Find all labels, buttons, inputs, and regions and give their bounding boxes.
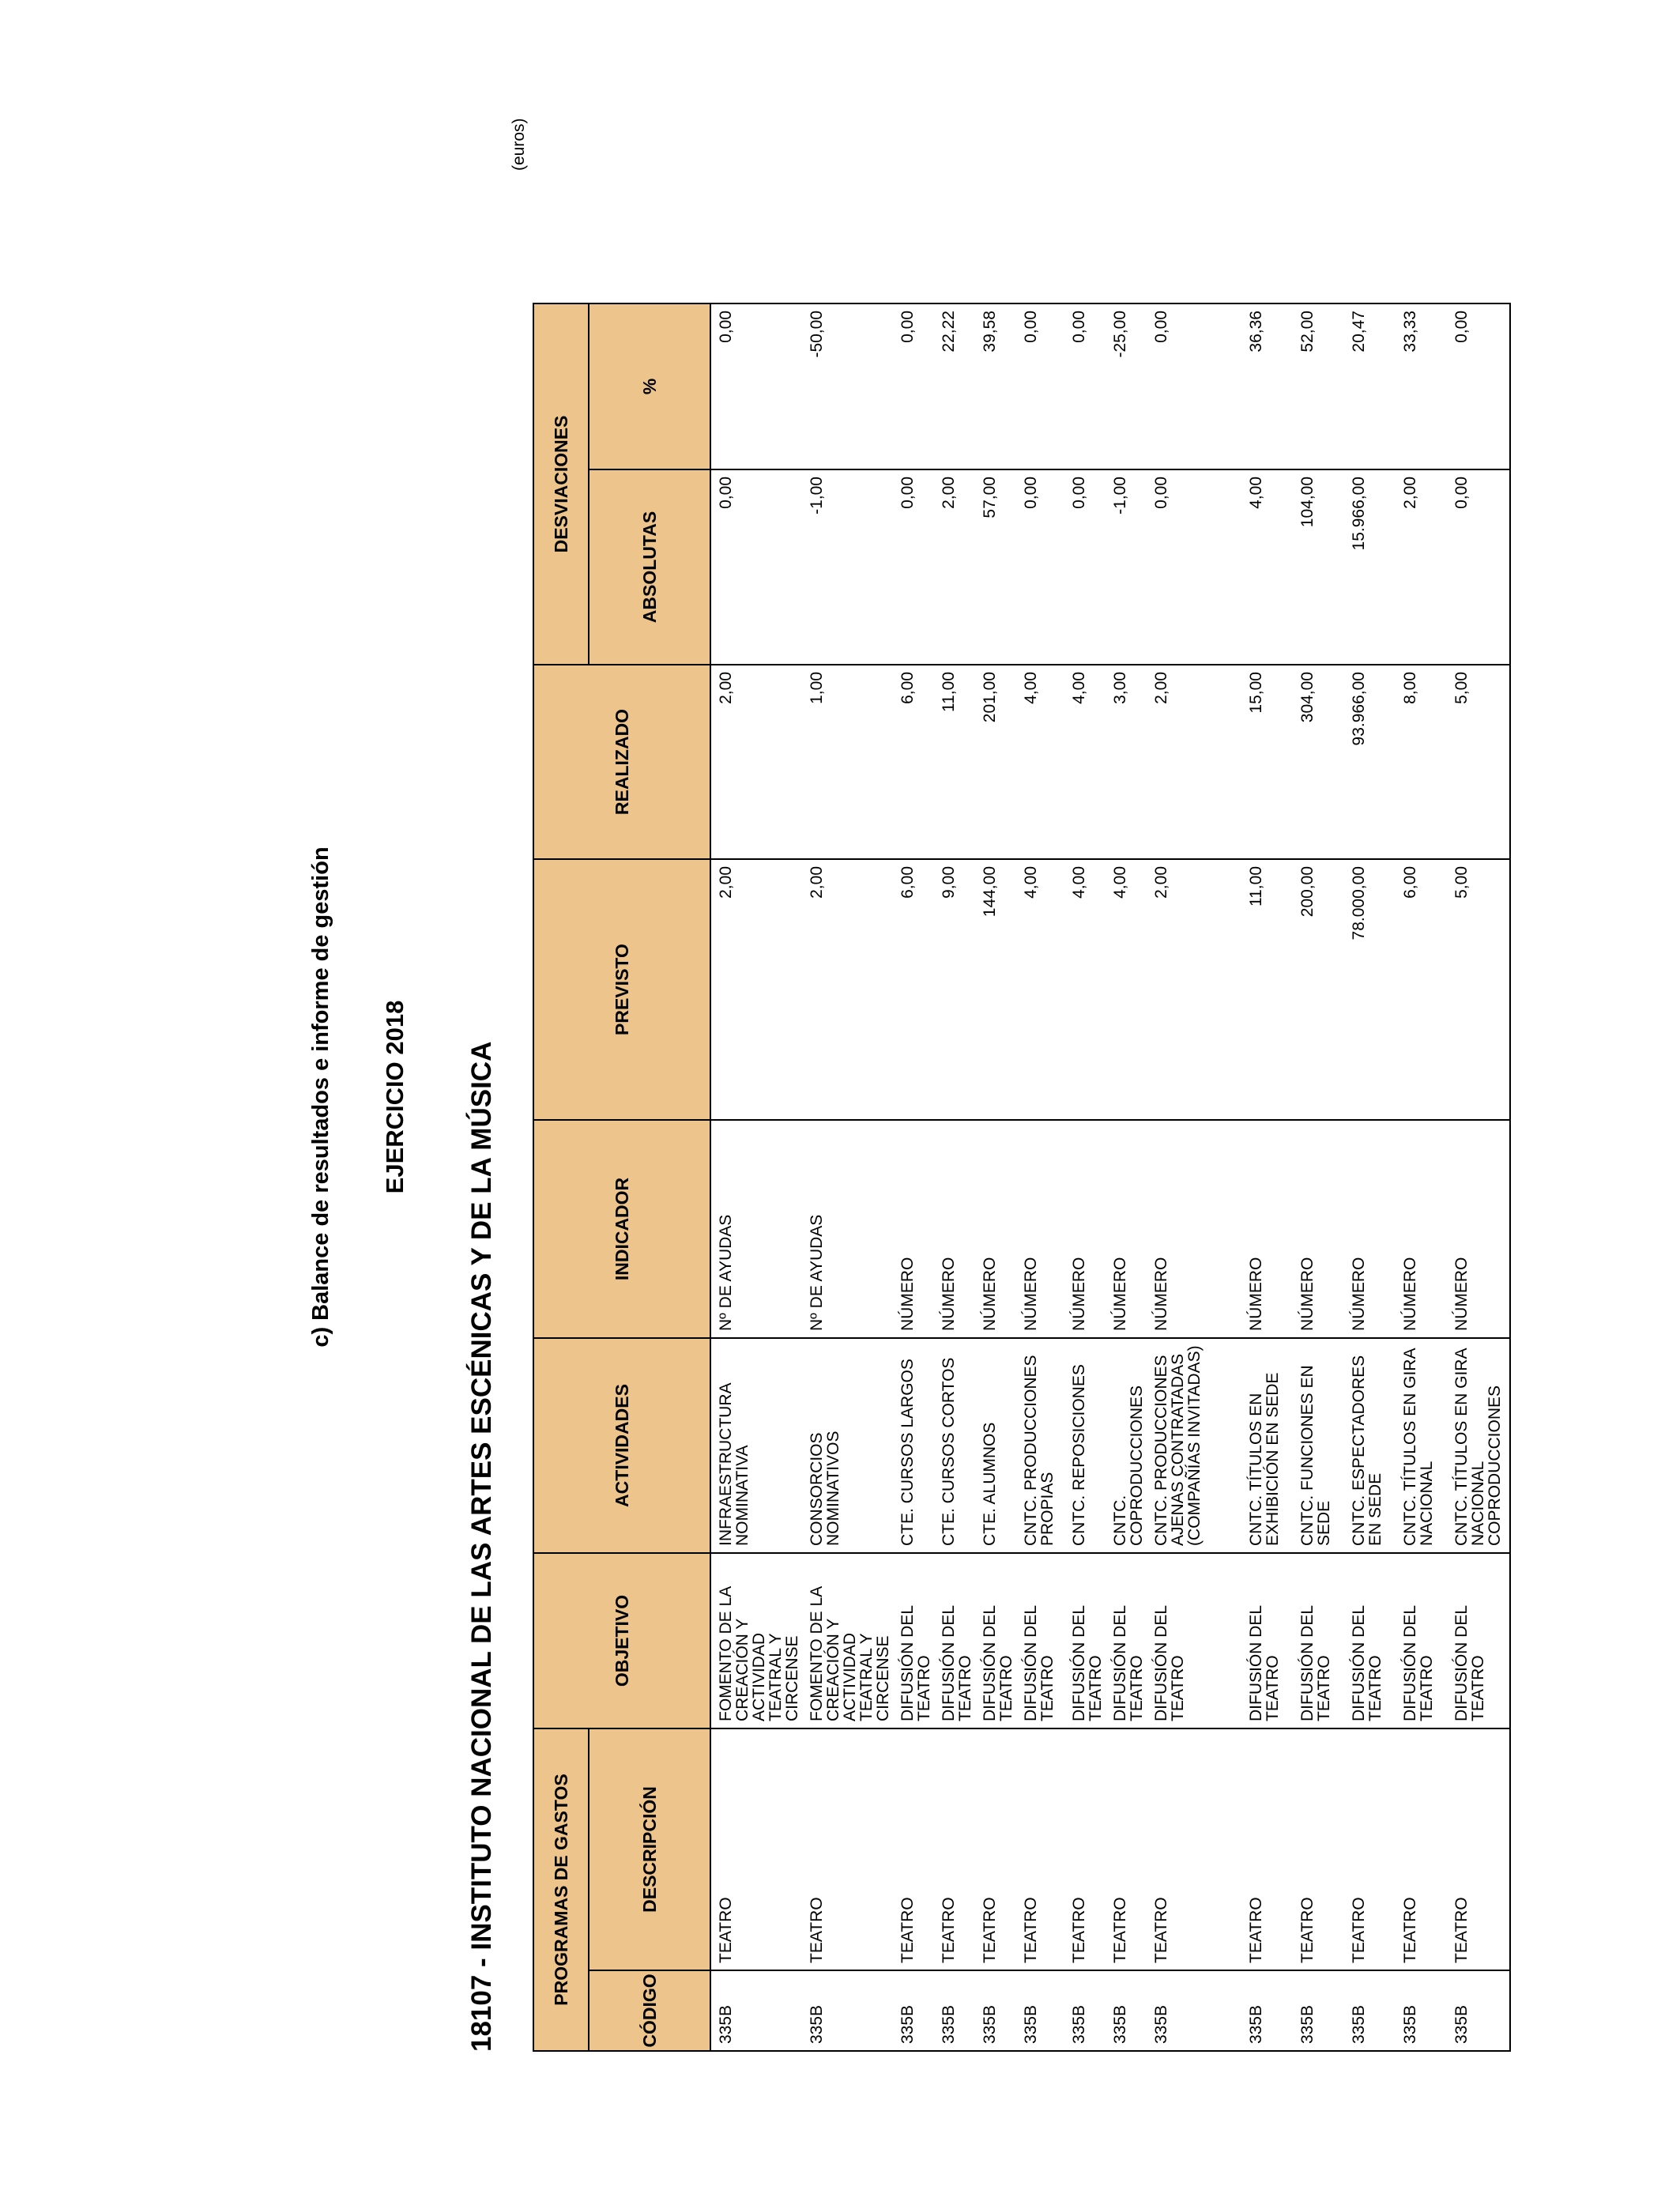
cell-absolutas: 0,00 — [710, 469, 804, 665]
cell-indicador: Nº DE AYUDAS — [710, 1120, 804, 1338]
section-subtitle: c) Balance de resultados e informe de gestión — [308, 846, 333, 1348]
table-body — [710, 303, 1510, 2051]
cell-porcentaje: 36,36 — [1243, 303, 1294, 469]
cell-actividades: CONSORCIOS NOMINATIVOS — [804, 1338, 895, 1553]
cell-previsto: 4,00 — [1018, 859, 1066, 1120]
table-row — [804, 303, 895, 2051]
cell-objetivo: DIFUSIÓN DEL TEATRO — [936, 1553, 977, 1728]
cell-realizado: 201,00 — [977, 665, 1018, 859]
table-row — [1066, 303, 1107, 2051]
col-header-realizado: REALIZADO — [533, 665, 710, 859]
cell-realizado: 5,00 — [1448, 665, 1510, 859]
cell-realizado: 15,00 — [1243, 665, 1294, 859]
col-header-descripcion: DESCRIPCIÓN — [589, 1728, 710, 1970]
cell-actividades: CNTC. TÍTULOS EN GIRA NACIONAL COPRODUCCIONES — [1448, 1338, 1510, 1553]
cell-realizado: 304,00 — [1294, 665, 1346, 859]
cell-indicador: NÚMERO — [1018, 1120, 1066, 1338]
cell-descripcion: TEATRO — [977, 1728, 1018, 1970]
cell-previsto: 2,00 — [1148, 859, 1243, 1120]
cell-absolutas: 15.966,00 — [1346, 469, 1397, 665]
cell-porcentaje: 0,00 — [895, 303, 936, 469]
cell-actividades: CTE. CURSOS LARGOS — [895, 1338, 936, 1553]
cell-absolutas: 0,00 — [895, 469, 936, 665]
cell-previsto: 144,00 — [977, 859, 1018, 1120]
cell-objetivo: FOMENTO DE LA CREACIÓN Y ACTIVIDAD TEATRAL Y CIRCENSE — [804, 1553, 895, 1728]
cell-descripcion: TEATRO — [710, 1728, 804, 1970]
cell-porcentaje: -25,00 — [1107, 303, 1148, 469]
cell-codigo: 335B — [1448, 1970, 1510, 2051]
cell-codigo: 335B — [1397, 1970, 1448, 2051]
cell-realizado: 93.966,00 — [1346, 665, 1397, 859]
cell-indicador: NÚMERO — [1448, 1120, 1510, 1338]
cell-actividades: CNTC. REPOSICIONES — [1066, 1338, 1107, 1553]
cell-actividades: CNTC. PRODUCCIONES PROPIAS — [1018, 1338, 1066, 1553]
cell-actividades: CNTC. TÍTULOS EN GIRA NACIONAL — [1397, 1338, 1448, 1553]
cell-actividades: CNTC. TÍTULOS EN EXHIBICIÓN EN SEDE — [1243, 1338, 1294, 1553]
cell-objetivo: DIFUSIÓN DEL TEATRO — [1346, 1553, 1397, 1728]
cell-objetivo: DIFUSIÓN DEL TEATRO — [1397, 1553, 1448, 1728]
cell-absolutas: 4,00 — [1243, 469, 1294, 665]
cell-indicador: NÚMERO — [936, 1120, 977, 1338]
cell-realizado: 2,00 — [710, 665, 804, 859]
cell-indicador: Nº DE AYUDAS — [804, 1120, 895, 1338]
cell-porcentaje: 0,00 — [1448, 303, 1510, 469]
col-header-objetivo: OBJETIVO — [533, 1553, 710, 1728]
cell-indicador: NÚMERO — [1243, 1120, 1294, 1338]
cell-porcentaje: 0,00 — [1018, 303, 1066, 469]
table-row — [1448, 303, 1510, 2051]
cell-objetivo: FOMENTO DE LA CREACIÓN Y ACTIVIDAD TEATRAL Y CIRCENSE — [710, 1553, 804, 1728]
cell-realizado: 11,00 — [936, 665, 977, 859]
cell-indicador: NÚMERO — [1294, 1120, 1346, 1338]
cell-realizado: 4,00 — [1018, 665, 1066, 859]
cell-previsto: 6,00 — [895, 859, 936, 1120]
cell-porcentaje: 33,33 — [1397, 303, 1448, 469]
table-row — [1243, 303, 1294, 2051]
cell-previsto: 2,00 — [804, 859, 895, 1120]
cell-descripcion: TEATRO — [1148, 1728, 1243, 1970]
cell-codigo: 335B — [895, 1970, 936, 2051]
cell-realizado: 1,00 — [804, 665, 895, 859]
cell-absolutas: 2,00 — [1397, 469, 1448, 665]
cell-actividades: CNTC. PRODUCCIONES AJENAS CONTRATADAS (COMPAÑÍAS INVITADAS) — [1148, 1338, 1243, 1553]
cell-previsto: 2,00 — [710, 859, 804, 1120]
cell-actividades: CNTC. FUNCIONES EN SEDE — [1294, 1338, 1346, 1553]
cell-porcentaje: 0,00 — [1148, 303, 1243, 469]
table-row — [1148, 303, 1243, 2051]
cell-realizado: 8,00 — [1397, 665, 1448, 859]
cell-previsto: 4,00 — [1107, 859, 1148, 1120]
cell-indicador: NÚMERO — [895, 1120, 936, 1338]
cell-absolutas: 0,00 — [1066, 469, 1107, 665]
cell-codigo: 335B — [1066, 1970, 1107, 2051]
table-row — [1346, 303, 1397, 2051]
cell-actividades: CTE. ALUMNOS — [977, 1338, 1018, 1553]
col-header-previsto: PREVISTO — [533, 859, 710, 1120]
cell-porcentaje: 0,00 — [710, 303, 804, 469]
cell-codigo: 335B — [1346, 1970, 1397, 2051]
cell-descripcion: TEATRO — [804, 1728, 895, 1970]
cell-descripcion: TEATRO — [1346, 1728, 1397, 1970]
col-header-actividades: ACTIVIDADES — [533, 1338, 710, 1553]
table-row — [1107, 303, 1148, 2051]
cell-indicador: NÚMERO — [977, 1120, 1018, 1338]
cell-previsto: 200,00 — [1294, 859, 1346, 1120]
cell-objetivo: DIFUSIÓN DEL TEATRO — [1294, 1553, 1346, 1728]
cell-descripcion: TEATRO — [1243, 1728, 1294, 1970]
cell-objetivo: DIFUSIÓN DEL TEATRO — [1448, 1553, 1510, 1728]
cell-descripcion: TEATRO — [1294, 1728, 1346, 1970]
cell-porcentaje: -50,00 — [804, 303, 895, 469]
cell-codigo: 335B — [1107, 1970, 1148, 2051]
cell-codigo: 335B — [936, 1970, 977, 2051]
table-row — [710, 303, 804, 2051]
cell-previsto: 78.000,00 — [1346, 859, 1397, 1120]
cell-descripcion: TEATRO — [1107, 1728, 1148, 1970]
group-header-desviaciones: DESVIACIONES — [533, 303, 589, 665]
cell-descripcion: TEATRO — [1397, 1728, 1448, 1970]
cell-codigo: 335B — [1243, 1970, 1294, 2051]
cell-porcentaje: 20,47 — [1346, 303, 1397, 469]
group-header-programas: PROGRAMAS DE GASTOS — [533, 1728, 589, 2051]
cell-porcentaje: 39,58 — [977, 303, 1018, 469]
cell-realizado: 6,00 — [895, 665, 936, 859]
cell-indicador: NÚMERO — [1066, 1120, 1107, 1338]
cell-objetivo: DIFUSIÓN DEL TEATRO — [895, 1553, 936, 1728]
cell-descripcion: TEATRO — [1018, 1728, 1066, 1970]
table-row — [977, 303, 1018, 2051]
col-header-indicador: INDICADOR — [533, 1120, 710, 1338]
col-header-codigo: CÓDIGO — [589, 1970, 710, 2051]
cell-indicador: NÚMERO — [1107, 1120, 1148, 1338]
currency-note: (euros) — [510, 118, 528, 171]
cell-realizado: 3,00 — [1107, 665, 1148, 859]
col-header-absolutas: ABSOLUTAS — [589, 469, 710, 665]
table-row — [1018, 303, 1066, 2051]
cell-objetivo: DIFUSIÓN DEL TEATRO — [1107, 1553, 1148, 1728]
cell-objetivo: DIFUSIÓN DEL TEATRO — [1018, 1553, 1066, 1728]
cell-codigo: 335B — [1018, 1970, 1066, 2051]
table-row — [936, 303, 977, 2051]
table-row — [1294, 303, 1346, 2051]
cell-absolutas: -1,00 — [804, 469, 895, 665]
cell-codigo: 335B — [1294, 1970, 1346, 2051]
cell-previsto: 4,00 — [1066, 859, 1107, 1120]
cell-actividades: INFRAESTRUCTURA NOMINATIVA — [710, 1338, 804, 1553]
cell-absolutas: -1,00 — [1107, 469, 1148, 665]
cell-descripcion: TEATRO — [936, 1728, 977, 1970]
cell-descripcion: TEATRO — [895, 1728, 936, 1970]
cell-actividades: CTE. CURSOS CORTOS — [936, 1338, 977, 1553]
cell-previsto: 6,00 — [1397, 859, 1448, 1120]
cell-realizado: 2,00 — [1148, 665, 1243, 859]
cell-objetivo: DIFUSIÓN DEL TEATRO — [1066, 1553, 1107, 1728]
table-row — [895, 303, 936, 2051]
cell-absolutas: 0,00 — [1018, 469, 1066, 665]
cell-codigo: 335B — [804, 1970, 895, 2051]
col-header-porcentaje: % — [589, 303, 710, 469]
cell-descripcion: TEATRO — [1448, 1728, 1510, 1970]
cell-absolutas: 0,00 — [1148, 469, 1243, 665]
cell-descripcion: TEATRO — [1066, 1728, 1107, 1970]
institution-heading: 18107 - INSTITUTO NACIONAL DE LAS ARTES ESCÉNICAS Y DE LA MÚSICA — [466, 1041, 497, 2052]
cell-indicador: NÚMERO — [1148, 1120, 1243, 1338]
cell-absolutas: 57,00 — [977, 469, 1018, 665]
cell-absolutas: 104,00 — [1294, 469, 1346, 665]
cell-realizado: 4,00 — [1066, 665, 1107, 859]
cell-codigo: 335B — [710, 1970, 804, 2051]
cell-actividades: CNTC. ESPECTADORES EN SEDE — [1346, 1338, 1397, 1553]
cell-indicador: NÚMERO — [1346, 1120, 1397, 1338]
cell-indicador: NÚMERO — [1397, 1120, 1448, 1338]
cell-porcentaje: 0,00 — [1066, 303, 1107, 469]
cell-objetivo: DIFUSIÓN DEL TEATRO — [1148, 1553, 1243, 1728]
cell-actividades: CNTC. COPRODUCCIONES — [1107, 1338, 1148, 1553]
cell-porcentaje: 22,22 — [936, 303, 977, 469]
cell-absolutas: 0,00 — [1448, 469, 1510, 665]
cell-codigo: 335B — [977, 1970, 1018, 2051]
cell-previsto: 9,00 — [936, 859, 977, 1120]
cell-codigo: 335B — [1148, 1970, 1243, 2051]
cell-porcentaje: 52,00 — [1294, 303, 1346, 469]
cell-objetivo: DIFUSIÓN DEL TEATRO — [1243, 1553, 1294, 1728]
cell-absolutas: 2,00 — [936, 469, 977, 665]
cell-objetivo: DIFUSIÓN DEL TEATRO — [977, 1553, 1018, 1728]
cell-previsto: 5,00 — [1448, 859, 1510, 1120]
cell-previsto: 11,00 — [1243, 859, 1294, 1120]
results-table — [533, 303, 1511, 2052]
exercise-year: EJERCICIO 2018 — [381, 1000, 409, 1194]
table-row — [1397, 303, 1448, 2051]
